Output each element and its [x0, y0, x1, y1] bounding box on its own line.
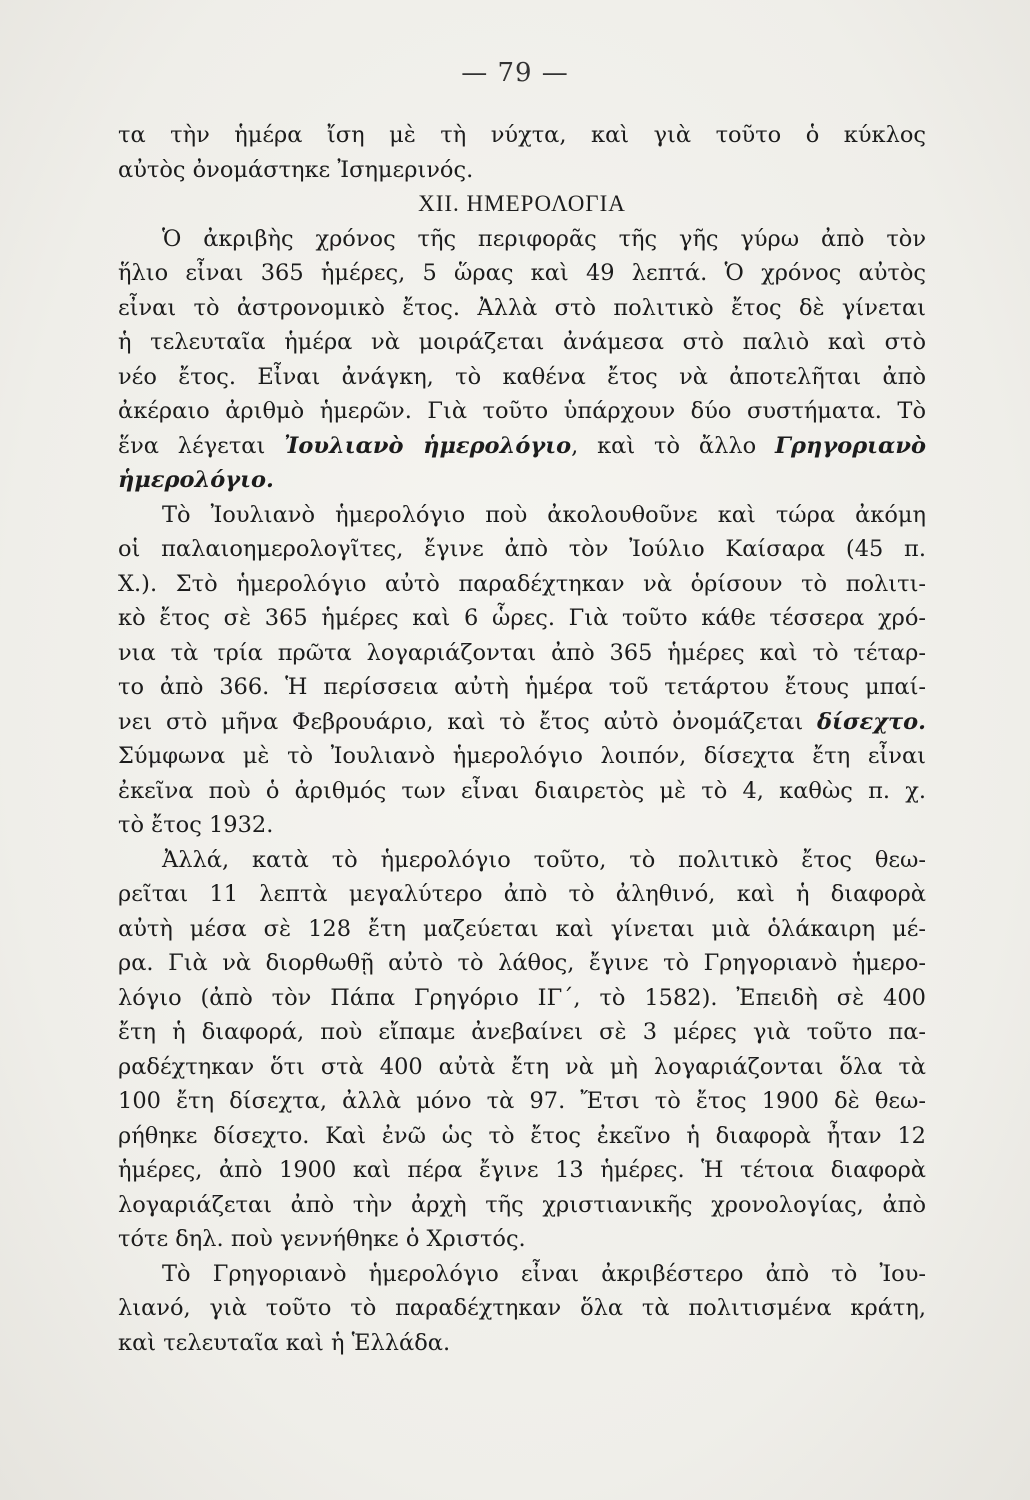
text-line: ραδέχτηκαν ὅτι στὰ 400 αὐτὰ ἔτη νὰ μὴ λογαριάζονται ὅλα τὰ: [118, 1053, 926, 1080]
text-line: νέο ἔτος. Εἶναι ἀνάγκη, τὸ καθένα ἔτος νὰ ἀποτελῆται ἀπὸ: [118, 363, 926, 390]
text-line: Ὁ ἀκριβὴς χρόνος τῆς περιφορᾶς τῆς γῆς γύρω ἀπὸ τὸν: [162, 225, 926, 252]
text-fragment: νει στὸ μῆνα Φεβρουάριο, καὶ τὸ ἔτος αὐτὸ ὀνομάζεται: [118, 708, 818, 735]
text-line: εἶναι τὸ ἀστρονομικὸ ἔτος. Ἀλλὰ στὸ πολιτικὸ ἔτος δὲ γίνεται: [118, 294, 926, 321]
text-line: 100 ἔτη δίσεχτα, ἀλλὰ μόνο τὰ 97. Ἔτσι τὸ ἔτος 1900 δὲ θεω-: [118, 1088, 926, 1114]
text-line: αὐτὸς ὀνομάστηκε Ἰσημερινός.: [118, 156, 474, 183]
text-line: τα τὴν ἡμέρα ἴση μὲ τὴ νύχτα, καὶ γιὰ τοῦτο ὁ κύκλος: [118, 122, 926, 148]
text-line: [118, 429, 926, 464]
section-heading: XII. ΗΜΕΡΟΛΟΓΙΑ: [418, 191, 626, 216]
text-line: λιανό, γιὰ τοῦτο τὸ παραδέχτηκαν ὅλα τὰ πολιτισμένα κράτη,: [118, 1295, 926, 1321]
text-line: ρα. Γιὰ νὰ διορθωθῇ αὐτὸ τὸ λάθος, ἔγινε τὸ Γρηγοριανὸ ἡμερο-: [118, 950, 926, 976]
text-line: καὶ τελευταῖα καὶ ἡ Ἑλλάδα.: [118, 1329, 451, 1356]
text-line: [118, 705, 926, 740]
text-line: οἱ παλαιοημερολογῖτες, ἔγινε ἀπὸ τὸν Ἰούλιο Καίσαρα (45 π.: [118, 536, 926, 562]
text-line: Χ.). Στὸ ἡμερολόγιο αὐτὸ παραδέχτηκαν νὰ ὁρίσουν τὸ πολιτι-: [118, 570, 926, 597]
text-line: νια τὰ τρία πρῶτα λογαριάζονται ἀπὸ 365 ἡμέρες καὶ τὸ τέταρ-: [118, 639, 926, 666]
text-line: Τὸ Γρηγοριανὸ ἡμερολόγιο εἶναι ἀκριβέστερο ἀπὸ τὸ Ἰου-: [162, 1260, 926, 1287]
text-line: αὐτὴ μέσα σὲ 128 ἔτη μαζεύεται καὶ γίνεται μιὰ ὁλάκαιρη μέ-: [118, 915, 926, 942]
text-line: τὸ ἔτος 1932.: [118, 812, 274, 838]
text-line: ἀκέραιο ἀριθμὸ ἡμερῶν. Γιὰ τοῦτο ὑπάρχουν δύο συστήματα. Τὸ: [118, 398, 926, 424]
text-line: λογαριάζεται ἀπὸ τὴν ἀρχὴ τῆς χριστιανικῆς χρονολογίας, ἀπὸ: [118, 1191, 926, 1218]
text-line: το ἀπὸ 366. Ἡ περίσσεια αὐτὴ ἡμέρα τοῦ τετάρτου ἔτους μπαί-: [118, 674, 926, 700]
text-line: ἡμερολόγιο.: [118, 467, 274, 493]
text-line: Σύμφωνα μὲ τὸ Ἰουλιανὸ ἡμερολόγιο λοιπόν, δίσεχτα ἔτη εἶναι: [118, 743, 926, 769]
text-line: τότε δηλ. ποὺ γεννήθηκε ὁ Χριστός.: [118, 1226, 526, 1252]
text-line: ἥλιο εἶναι 365 ἡμέρες, 5 ὥρας καὶ 49 λεπτά. Ὁ χρόνος αὐτὸς: [118, 260, 926, 286]
text-line: ἐκεῖνα ποὺ ὁ ἀριθμός των εἶναι διαιρετὸς μὲ τὸ 4, καθὼς π. χ.: [118, 777, 926, 804]
text-line: ρεῖται 11 λεπτὰ μεγαλύτερο ἀπὸ τὸ ἀληθινό, καὶ ἡ διαφορὰ: [118, 881, 926, 907]
page-body: [118, 118, 926, 1360]
text-line: ἡμέρες, ἀπὸ 1900 καὶ πέρα ἔγινε 13 ἡμέρες. Ἡ τέτοια διαφορὰ: [118, 1157, 926, 1183]
text-line: ἔτη ἡ διαφορά, ποὺ εἴπαμε ἀνεβαίνει σὲ 3 μέρες γιὰ τοῦτο πα-: [118, 1019, 926, 1045]
text-line: κὸ ἔτος σὲ 365 ἡμέρες καὶ 6 ὧρες. Γιὰ τοῦτο κάθε τέσσερα χρό-: [118, 605, 926, 631]
emphasis-leap-year: δίσεχτο.: [817, 708, 926, 735]
emphasis-julian-calendar: Ἰουλιανὸ ἡμερολόγιο: [284, 432, 572, 459]
text-line: Ἀλλά, κατὰ τὸ ἡμερολόγιο τοῦτο, τὸ πολιτικὸ ἔτος θεω-: [162, 846, 926, 873]
page-number: — 79 —: [461, 58, 569, 88]
text-fragment: , καὶ τὸ ἄλλο: [571, 432, 776, 459]
emphasis-gregorian-calendar: Γρηγοριανὸ: [775, 432, 926, 459]
text-fragment: ἕνα λέγεται: [118, 432, 285, 459]
text-line: λόγιο (ἀπὸ τὸν Πάπα Γρηγόριο ΙΓ΄, τὸ 1582). Ἐπειδὴ σὲ 400: [118, 984, 926, 1011]
text-line: ἡ τελευταῖα ἡμέρα νὰ μοιράζεται ἀνάμεσα στὸ παλιὸ καὶ στὸ: [118, 329, 926, 355]
text-line: Τὸ Ἰουλιανὸ ἡμερολόγιο ποὺ ἀκολουθοῦνε καὶ τώρα ἀκόμη: [162, 501, 926, 528]
text-line: ρήθηκε δίσεχτο. Καὶ ἐνῶ ὡς τὸ ἔτος ἐκεῖνο ἡ διαφορὰ ἦταν 12: [118, 1122, 926, 1149]
